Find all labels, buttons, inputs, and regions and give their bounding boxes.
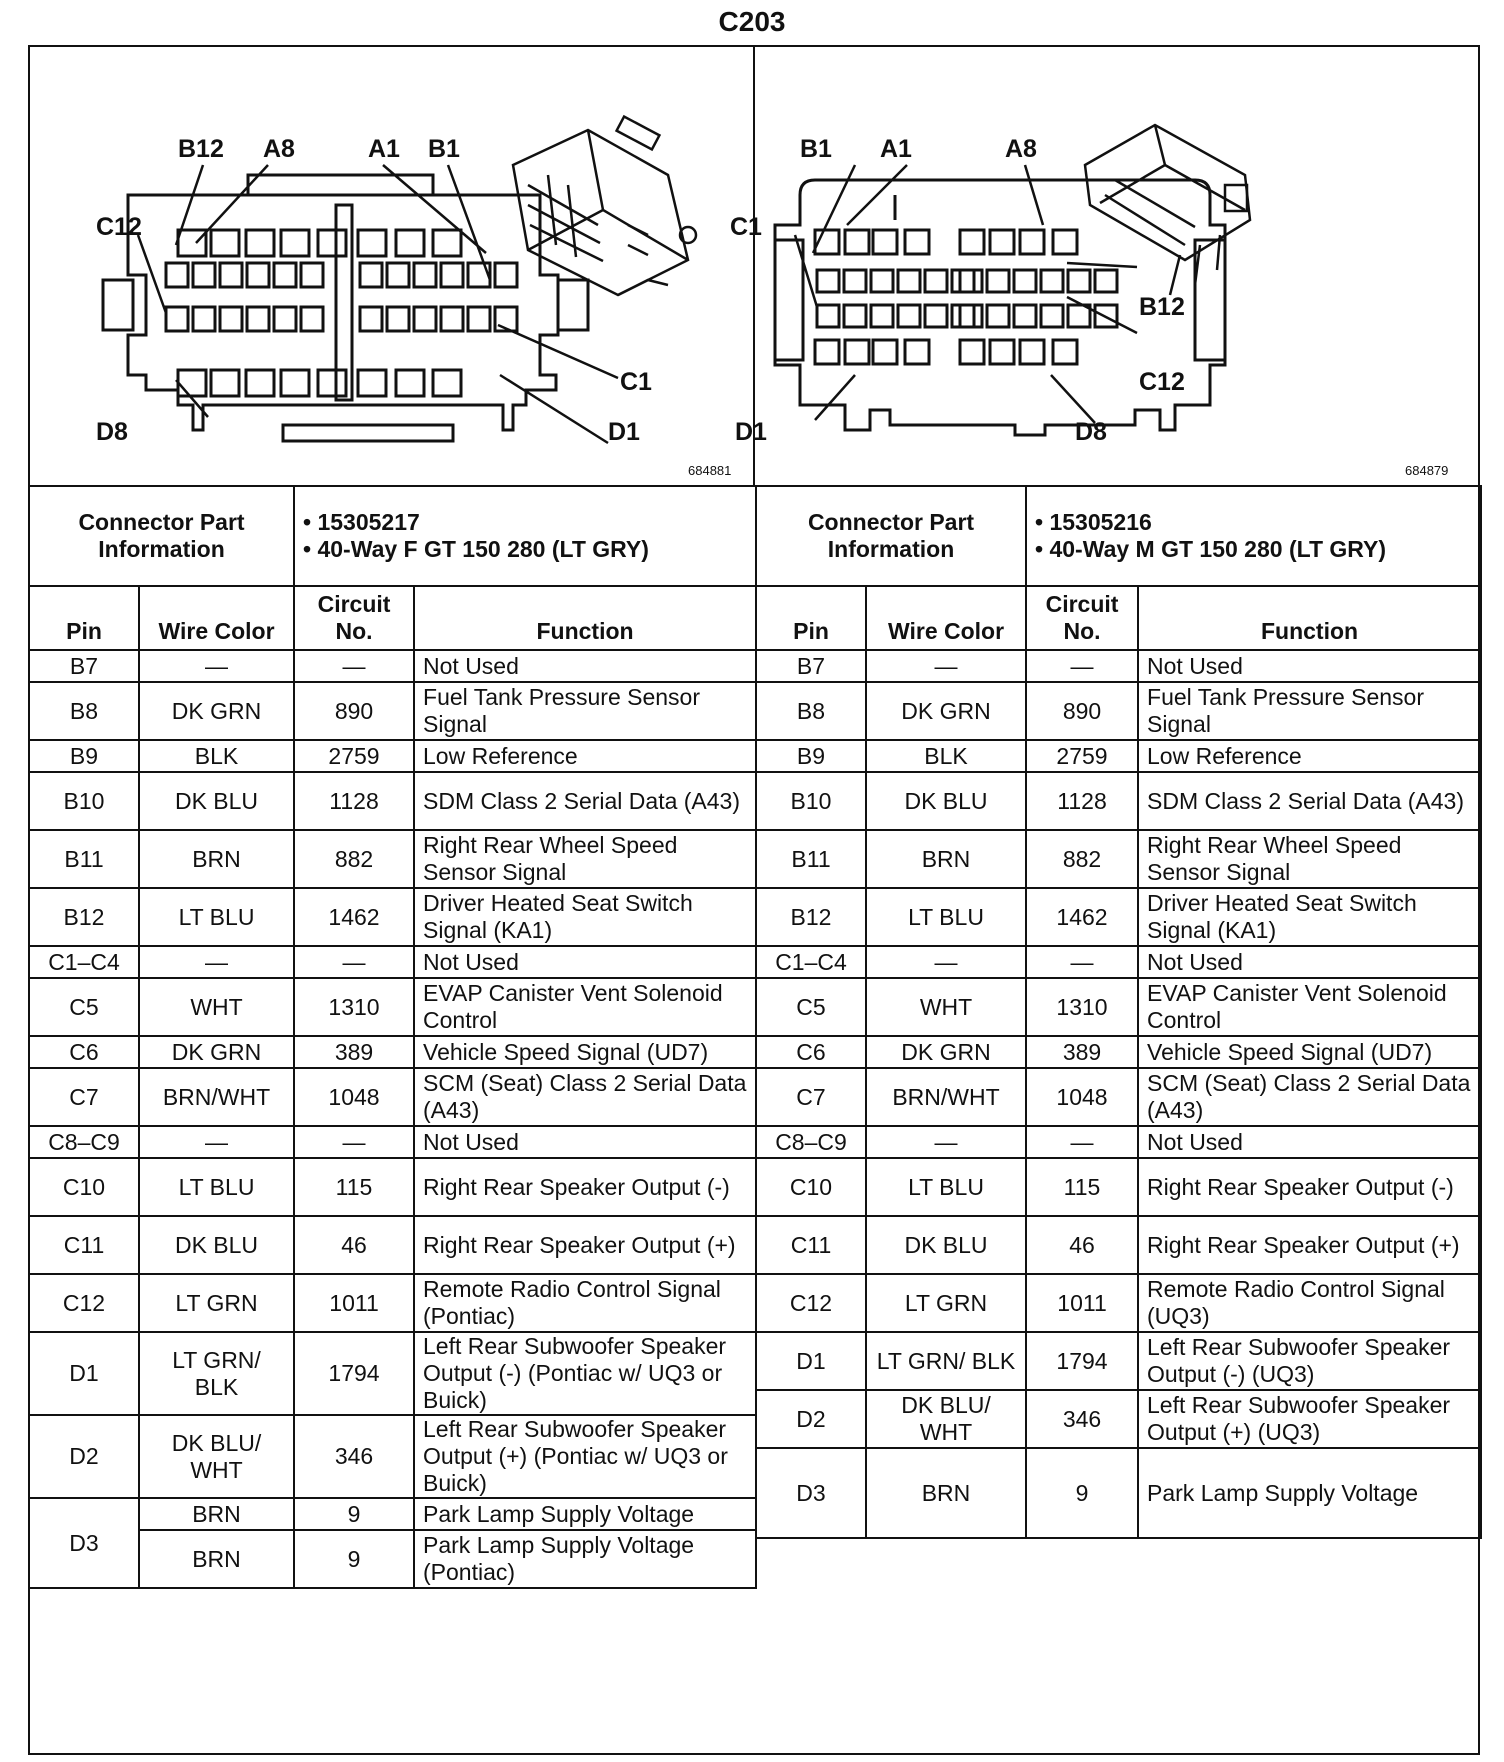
function-cell: Park Lamp Supply Voltage [414, 1498, 756, 1530]
pin-cavity [960, 230, 984, 254]
pin-cavity [211, 370, 239, 396]
left-connector-diagram [28, 45, 755, 485]
pin-cavity [387, 263, 409, 287]
label-b1: B1 [800, 135, 832, 163]
circuit-cell: 9 [294, 1530, 414, 1588]
part-info-item: • 40-Way M GT 150 280 (LT GRY) [1035, 536, 1387, 562]
pin-cavity [1020, 230, 1044, 254]
table-row [29, 650, 756, 682]
function-cell: Vehicle Speed Signal (UD7) [414, 1036, 756, 1068]
table-row [756, 650, 1481, 682]
page-title: C203 [718, 6, 786, 37]
circuit-cell: 882 [1026, 830, 1138, 888]
circuit-cell: 2759 [294, 740, 414, 772]
pin-cavity [905, 230, 929, 254]
connector-part-info-value [1026, 486, 1481, 586]
circuit-cell: 346 [1026, 1390, 1138, 1448]
pin-cavity [387, 307, 409, 331]
function-cell: SCM (Seat) Class 2 Serial Data (A43) [414, 1068, 756, 1126]
table-row [29, 978, 756, 1036]
function-cell: Driver Heated Seat Switch Signal (KA1) [1138, 888, 1481, 946]
circuit-cell: 115 [1026, 1158, 1138, 1216]
label-c12: C12 [96, 213, 142, 241]
wire-color-cell: LT GRN [139, 1274, 294, 1332]
pin-cavity [898, 305, 920, 327]
right-pin-table [755, 485, 1482, 1539]
wire-color-cell: DK GRN [139, 1036, 294, 1068]
pin-cavity [441, 307, 463, 331]
pin-cavity [925, 270, 947, 292]
right-connector-diagram [730, 45, 1480, 485]
pin-cavity [246, 230, 274, 256]
pin-cavity [1041, 305, 1063, 327]
circuit-cell: 389 [1026, 1036, 1138, 1068]
wire-color-cell: BRN/WHT [139, 1068, 294, 1126]
table-row [29, 740, 756, 772]
pin-cavity [952, 270, 974, 292]
pin-cavity [844, 270, 866, 292]
pin-cavity [960, 305, 982, 327]
circuit-cell: 46 [1026, 1216, 1138, 1274]
function-cell: Remote Radio Control Signal (UQ3) [1138, 1274, 1481, 1332]
label-d1: D1 [735, 418, 767, 446]
pin-cavity [318, 230, 346, 256]
label-b12: B12 [1139, 293, 1185, 321]
circuit-cell: — [294, 1126, 414, 1158]
function-cell: Park Lamp Supply Voltage (Pontiac) [414, 1530, 756, 1588]
circuit-cell: 1048 [1026, 1068, 1138, 1126]
table-row [29, 1530, 756, 1588]
wire-color-cell: — [139, 650, 294, 682]
pin-cell: C10 [29, 1158, 139, 1216]
table-row [29, 1158, 756, 1216]
wire-color-cell: DK BLU/ WHT [866, 1390, 1026, 1448]
table-row [756, 1390, 1481, 1448]
table-row [29, 830, 756, 888]
pin-cavity [318, 370, 346, 396]
pin-cell: B10 [756, 772, 866, 830]
pin-cavity [414, 263, 436, 287]
pin-cavity [871, 305, 893, 327]
part-info-item: • 15305217 [303, 509, 420, 535]
function-cell: Right Rear Speaker Output (-) [1138, 1158, 1481, 1216]
table-row [756, 946, 1481, 978]
wire-color-cell: WHT [139, 978, 294, 1036]
connector-part-info-label: Connector Part Information [29, 486, 294, 586]
pin-cell: B9 [29, 740, 139, 772]
wire-color-cell: DK GRN [866, 1036, 1026, 1068]
table-row [756, 1216, 1481, 1274]
pin-cavity [898, 270, 920, 292]
circuit-cell: 115 [294, 1158, 414, 1216]
function-cell: Park Lamp Supply Voltage [1138, 1448, 1481, 1538]
wire-color-cell: LT BLU [139, 888, 294, 946]
function-cell: Left Rear Subwoofer Speaker Output (-) (Pontiac w/ UQ3 or Buick) [414, 1332, 756, 1415]
pin-cavity [220, 263, 242, 287]
pin-cavity [433, 230, 461, 256]
label-b1: B1 [428, 135, 460, 163]
pin-cavity [817, 305, 839, 327]
pin-cavity [166, 307, 188, 331]
pin-cavity [1014, 270, 1036, 292]
pin-cavity [990, 340, 1014, 364]
pin-cell: D1 [756, 1332, 866, 1390]
pin-cavity [301, 263, 323, 287]
pin-cavity [960, 270, 982, 292]
label-d8: D8 [96, 418, 128, 446]
pin-cell: C7 [756, 1068, 866, 1126]
function-cell: Right Rear Speaker Output (+) [414, 1216, 756, 1274]
label-a8: A8 [263, 135, 295, 163]
wire-color-cell: DK BLU [139, 772, 294, 830]
circuit-cell: — [1026, 650, 1138, 682]
pin-cavity [495, 263, 517, 287]
header-function: Function [414, 586, 756, 650]
pin-cavity [220, 307, 242, 331]
pin-cavity [845, 230, 869, 254]
table-row [756, 1274, 1481, 1332]
wire-color-cell: BRN [139, 830, 294, 888]
label-a1: A1 [880, 135, 912, 163]
circuit-cell: 346 [294, 1415, 414, 1498]
wire-color-cell: LT GRN/ BLK [139, 1332, 294, 1415]
label-c12: C12 [1139, 368, 1185, 396]
circuit-cell: 1794 [294, 1332, 414, 1415]
wire-color-cell: WHT [866, 978, 1026, 1036]
wire-color-cell: DK GRN [866, 682, 1026, 740]
function-cell: SDM Class 2 Serial Data (A43) [1138, 772, 1481, 830]
header-pin: Pin [29, 586, 139, 650]
function-cell: Left Rear Subwoofer Speaker Output (+) (Pontiac w/ UQ3 or Buick) [414, 1415, 756, 1498]
pin-cell: C5 [29, 978, 139, 1036]
function-cell: Not Used [414, 650, 756, 682]
pin-cell: B11 [756, 830, 866, 888]
wire-color-cell: BLK [139, 740, 294, 772]
circuit-cell: — [294, 946, 414, 978]
pin-cavity [211, 230, 239, 256]
pin-cell: B8 [756, 682, 866, 740]
pin-cell: C1–C4 [29, 946, 139, 978]
pin-cavity [281, 230, 309, 256]
table-row [29, 1498, 756, 1530]
wire-color-cell: LT GRN/ BLK [866, 1332, 1026, 1390]
table-row [756, 888, 1481, 946]
pin-cavity [193, 307, 215, 331]
pin-cavity [845, 340, 869, 364]
pin-cell: D3 [756, 1448, 866, 1538]
pin-cell: B7 [29, 650, 139, 682]
table-row [29, 1332, 756, 1415]
table-row [756, 1448, 1481, 1538]
circuit-cell: — [294, 650, 414, 682]
pin-cell: B7 [756, 650, 866, 682]
wire-color-cell: BRN/WHT [866, 1068, 1026, 1126]
function-cell: Driver Heated Seat Switch Signal (KA1) [414, 888, 756, 946]
pin-cell: D3 [29, 1498, 139, 1588]
header-circuit-no: Circuit No. [294, 586, 414, 650]
pin-cell: B10 [29, 772, 139, 830]
table-row [29, 1126, 756, 1158]
pin-cavity [1014, 305, 1036, 327]
pin-cavity [468, 263, 490, 287]
function-cell: Not Used [414, 1126, 756, 1158]
wire-color-cell: — [139, 1126, 294, 1158]
function-cell: EVAP Canister Vent Solenoid Control [1138, 978, 1481, 1036]
label-a1: A1 [368, 135, 400, 163]
pin-cell: B9 [756, 740, 866, 772]
label-c1: C1 [730, 213, 762, 241]
wire-color-cell: — [866, 1126, 1026, 1158]
circuit-cell: 389 [294, 1036, 414, 1068]
label-b12: B12 [178, 135, 224, 163]
circuit-cell: 890 [294, 682, 414, 740]
function-cell: EVAP Canister Vent Solenoid Control [414, 978, 756, 1036]
pin-cavity [1095, 270, 1117, 292]
pin-cell: C6 [29, 1036, 139, 1068]
pin-cavity [360, 307, 382, 331]
pin-cell: D2 [29, 1415, 139, 1498]
wire-color-cell: DK GRN [139, 682, 294, 740]
pin-cavity [274, 307, 296, 331]
pin-cavity [178, 370, 206, 396]
table-row [756, 1332, 1481, 1390]
pin-cavity [433, 370, 461, 396]
wire-color-cell: LT BLU [139, 1158, 294, 1216]
wire-color-cell: LT BLU [866, 888, 1026, 946]
pin-cavity [247, 263, 269, 287]
pin-cell: C1–C4 [756, 946, 866, 978]
pin-cavity [1068, 270, 1090, 292]
pin-cell: D1 [29, 1332, 139, 1415]
pin-cavity [990, 230, 1014, 254]
pin-cavity [925, 305, 947, 327]
pin-cavity [414, 307, 436, 331]
function-cell: Not Used [1138, 1126, 1481, 1158]
wire-color-cell: DK BLU/ WHT [139, 1415, 294, 1498]
pin-cell: D2 [756, 1390, 866, 1448]
pin-cell: B12 [29, 888, 139, 946]
pin-cell: C11 [29, 1216, 139, 1274]
pin-cavity [246, 370, 274, 396]
pin-cell: B8 [29, 682, 139, 740]
table-row [29, 946, 756, 978]
function-cell: SCM (Seat) Class 2 Serial Data (A43) [1138, 1068, 1481, 1126]
circuit-cell: 1011 [1026, 1274, 1138, 1332]
table-row [29, 1415, 756, 1498]
function-cell: Fuel Tank Pressure Sensor Signal [414, 682, 756, 740]
table-row [29, 1216, 756, 1274]
table-row [29, 772, 756, 830]
table-row [756, 1068, 1481, 1126]
pin-cell: C6 [756, 1036, 866, 1068]
function-cell: Vehicle Speed Signal (UD7) [1138, 1036, 1481, 1068]
pin-cavity [1053, 340, 1077, 364]
wire-color-cell: — [866, 946, 1026, 978]
function-cell: Low Reference [414, 740, 756, 772]
table-row [29, 682, 756, 740]
circuit-cell: — [1026, 946, 1138, 978]
table-row [756, 772, 1481, 830]
function-cell: Not Used [1138, 650, 1481, 682]
wire-color-cell: DK BLU [139, 1216, 294, 1274]
circuit-cell: 1462 [1026, 888, 1138, 946]
header-pin: Pin [756, 586, 866, 650]
circuit-cell: 890 [1026, 682, 1138, 740]
function-cell: Right Rear Wheel Speed Sensor Signal [414, 830, 756, 888]
pin-cavity [952, 305, 974, 327]
circuit-cell: 46 [294, 1216, 414, 1274]
part-info-item: • 40-Way F GT 150 280 (LT GRY) [303, 536, 649, 562]
pin-cell: C5 [756, 978, 866, 1036]
circuit-cell: 1794 [1026, 1332, 1138, 1390]
pin-cavity [468, 307, 490, 331]
pin-cavity [441, 263, 463, 287]
circuit-cell: 1128 [294, 772, 414, 830]
label-c1: C1 [620, 368, 652, 396]
function-cell: Remote Radio Control Signal (Pontiac) [414, 1274, 756, 1332]
pin-cavity [178, 230, 206, 256]
function-cell: SDM Class 2 Serial Data (A43) [414, 772, 756, 830]
pin-cell: C8–C9 [29, 1126, 139, 1158]
table-row [29, 1036, 756, 1068]
function-cell: Right Rear Speaker Output (+) [1138, 1216, 1481, 1274]
pin-cavity [358, 370, 386, 396]
wire-color-cell: BRN [866, 1448, 1026, 1538]
left-figure-id: 684881 [688, 463, 732, 478]
table-row [29, 888, 756, 946]
function-cell: Right Rear Speaker Output (-) [414, 1158, 756, 1216]
pin-cavity [281, 370, 309, 396]
circuit-cell: 1128 [1026, 772, 1138, 830]
wire-color-cell: DK BLU [866, 1216, 1026, 1274]
pin-cavity [905, 340, 929, 364]
function-cell: Not Used [1138, 946, 1481, 978]
pin-cavity [301, 307, 323, 331]
circuit-cell: 1048 [294, 1068, 414, 1126]
pin-cavity [1020, 340, 1044, 364]
table-row [29, 1068, 756, 1126]
header-wire-color: Wire Color [866, 586, 1026, 650]
wire-color-cell: BRN [139, 1498, 294, 1530]
pin-cavity [166, 263, 188, 287]
function-cell: Left Rear Subwoofer Speaker Output (+) (UQ3) [1138, 1390, 1481, 1448]
pin-cell: C10 [756, 1158, 866, 1216]
function-cell: Not Used [414, 946, 756, 978]
part-info-item: • 15305216 [1035, 509, 1152, 535]
pin-cavity [1053, 230, 1077, 254]
circuit-cell: 2759 [1026, 740, 1138, 772]
header-circuit-no: Circuit No. [1026, 586, 1138, 650]
function-cell: Right Rear Wheel Speed Sensor Signal [1138, 830, 1481, 888]
circuit-cell: 1011 [294, 1274, 414, 1332]
pin-cavity [358, 230, 386, 256]
pin-cavity [360, 263, 382, 287]
pin-cavity [873, 340, 897, 364]
left-pin-table [28, 485, 757, 1589]
table-row [756, 1036, 1481, 1068]
connector-part-info-label: Connector Part Information [756, 486, 1026, 586]
pin-cavity [815, 340, 839, 364]
pin-cavity [871, 270, 893, 292]
wire-color-cell: BLK [866, 740, 1026, 772]
table-row [756, 830, 1481, 888]
pin-cavity [1041, 270, 1063, 292]
table-row [756, 682, 1481, 740]
function-cell: Low Reference [1138, 740, 1481, 772]
circuit-cell: 882 [294, 830, 414, 888]
pin-cavity [873, 230, 897, 254]
circuit-cell: 9 [1026, 1448, 1138, 1538]
connector-part-info-value [294, 486, 756, 586]
pin-cavity [274, 263, 296, 287]
pin-cavity [844, 305, 866, 327]
wire-color-cell: — [139, 946, 294, 978]
wire-color-cell: DK BLU [866, 772, 1026, 830]
table-row [756, 1126, 1481, 1158]
pin-cavity [817, 270, 839, 292]
pin-cavity [396, 230, 424, 256]
wire-color-cell: BRN [866, 830, 1026, 888]
wire-color-cell: — [866, 650, 1026, 682]
pin-cell: C11 [756, 1216, 866, 1274]
pin-cell: B12 [756, 888, 866, 946]
pin-cell: C8–C9 [756, 1126, 866, 1158]
pin-cavity [987, 305, 1009, 327]
circuit-cell: — [1026, 1126, 1138, 1158]
label-a8: A8 [1005, 135, 1037, 163]
label-d8: D8 [1075, 418, 1107, 446]
circuit-cell: 9 [294, 1498, 414, 1530]
pin-cell: C12 [756, 1274, 866, 1332]
header-wire-color: Wire Color [139, 586, 294, 650]
header-function: Function [1138, 586, 1481, 650]
pin-cell: C7 [29, 1068, 139, 1126]
pin-cavity [247, 307, 269, 331]
pin-cavity [960, 340, 984, 364]
table-row [756, 978, 1481, 1036]
table-row [29, 1274, 756, 1332]
circuit-cell: 1462 [294, 888, 414, 946]
pin-cavity [193, 263, 215, 287]
table-row [756, 740, 1481, 772]
pin-cell: B11 [29, 830, 139, 888]
wire-color-cell: BRN [139, 1530, 294, 1588]
function-cell: Fuel Tank Pressure Sensor Signal [1138, 682, 1481, 740]
male-connector-face-icon [730, 45, 1478, 485]
circuit-cell: 1310 [294, 978, 414, 1036]
right-figure-id: 684879 [1405, 463, 1449, 478]
circuit-cell: 1310 [1026, 978, 1138, 1036]
pin-cell: C12 [29, 1274, 139, 1332]
wire-color-cell: LT GRN [866, 1274, 1026, 1332]
label-d1: D1 [608, 418, 640, 446]
wire-color-cell: LT BLU [866, 1158, 1026, 1216]
pin-cavity [396, 370, 424, 396]
function-cell: Left Rear Subwoofer Speaker Output (-) (UQ3) [1138, 1332, 1481, 1390]
table-row [756, 1158, 1481, 1216]
female-connector-face-icon [28, 45, 753, 485]
pin-cavity [987, 270, 1009, 292]
